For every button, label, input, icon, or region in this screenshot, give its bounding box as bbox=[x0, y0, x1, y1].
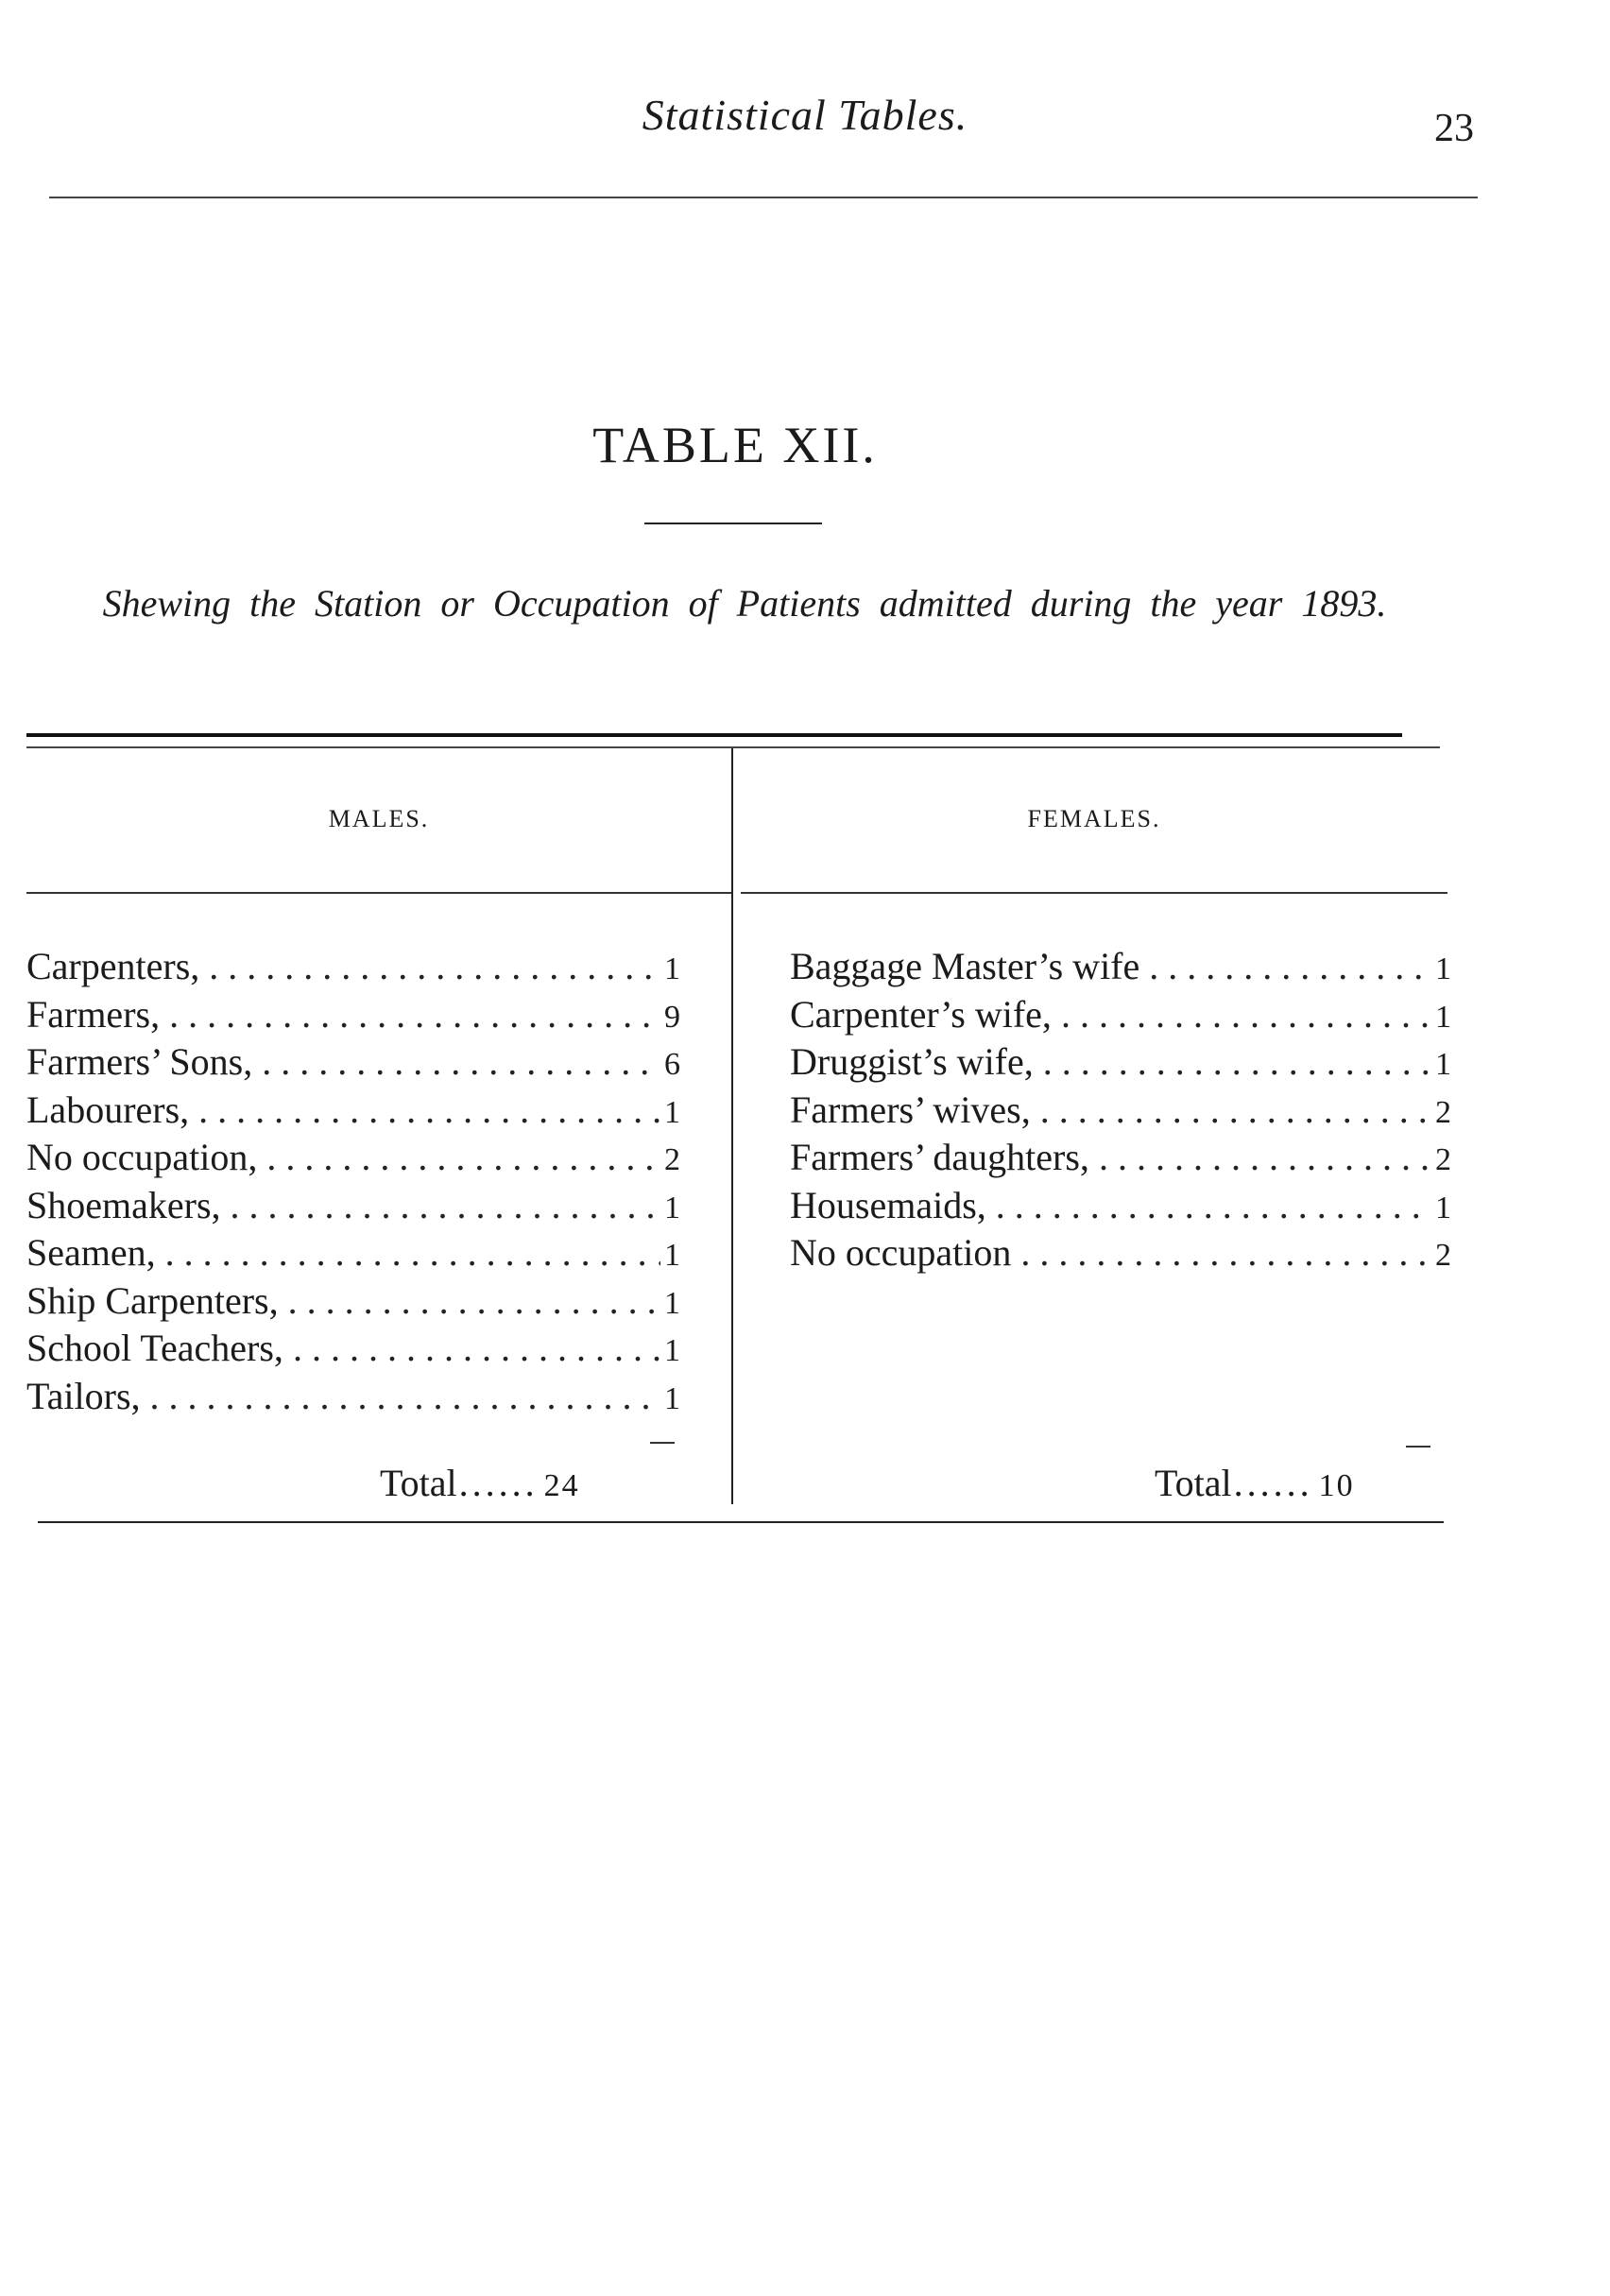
occupation-label: Carpenters, bbox=[26, 945, 200, 987]
table-row bbox=[26, 1373, 680, 1421]
occupation-count: 1 bbox=[1435, 951, 1451, 986]
table-top-rule-thick bbox=[26, 733, 1402, 737]
occupation-count: 1 bbox=[664, 1238, 680, 1273]
total-label: Total bbox=[380, 1462, 457, 1504]
dot-leader bbox=[266, 1134, 660, 1182]
dot-leader bbox=[209, 943, 660, 991]
occupation-count: 2 bbox=[1435, 1238, 1451, 1273]
dot-leader bbox=[288, 1277, 660, 1326]
dot-leader bbox=[169, 991, 660, 1039]
occupation-count: 1 bbox=[664, 1285, 680, 1321]
females-heading-rule bbox=[741, 892, 1447, 894]
occupation-count: 2 bbox=[1435, 1094, 1451, 1130]
males-heading-rule bbox=[26, 892, 731, 894]
table-row bbox=[26, 1229, 680, 1277]
table-title: TABLE XII. bbox=[592, 417, 878, 473]
table-row bbox=[26, 943, 680, 991]
occupation-label: Baggage Master’s wife bbox=[790, 945, 1140, 987]
occupation-label: Ship Carpenters, bbox=[26, 1278, 279, 1322]
occupation-label: No occupation bbox=[790, 1231, 1012, 1274]
dot-leader: ...... bbox=[1233, 1462, 1313, 1504]
title-rule bbox=[644, 523, 822, 524]
males-list bbox=[26, 943, 680, 1420]
dot-leader bbox=[231, 1182, 660, 1230]
table-row bbox=[790, 1182, 1451, 1230]
table-row bbox=[26, 1325, 680, 1373]
occupation-label: Carpenter’s wife, bbox=[790, 992, 1052, 1036]
table-row bbox=[790, 1038, 1451, 1087]
column-divider bbox=[731, 748, 733, 1504]
occupation-label: Seamen, bbox=[26, 1231, 156, 1274]
females-sum-rule bbox=[1406, 1446, 1430, 1448]
occupation-count: 1 bbox=[664, 1380, 680, 1416]
occupation-label: School Teachers, bbox=[26, 1327, 283, 1369]
dot-leader bbox=[293, 1325, 660, 1373]
table-row bbox=[790, 943, 1451, 991]
dot-leader bbox=[165, 1229, 660, 1277]
dot-leader bbox=[1099, 1134, 1431, 1182]
occupation-count: 1 bbox=[1435, 999, 1451, 1035]
males-heading: MALES. bbox=[328, 805, 430, 832]
occupation-count: 1 bbox=[664, 1094, 680, 1130]
occupation-label: Farmers’ wives, bbox=[790, 1088, 1031, 1131]
occupation-label: Labourers, bbox=[26, 1088, 190, 1131]
dot-leader bbox=[1149, 943, 1431, 991]
occupation-count: 1 bbox=[1435, 1047, 1451, 1082]
occupation-label: Housemaids, bbox=[790, 1183, 986, 1226]
dot-leader bbox=[1061, 991, 1431, 1039]
occupation-count: 2 bbox=[664, 1142, 680, 1177]
occupation-label: No occupation, bbox=[26, 1136, 258, 1178]
table-row bbox=[26, 1134, 680, 1182]
table-row bbox=[26, 1182, 680, 1230]
table-top-rule-thin bbox=[26, 746, 1440, 748]
males-total-row bbox=[380, 1461, 580, 1505]
table-row bbox=[26, 1038, 680, 1087]
header-rule bbox=[49, 197, 1478, 198]
table-row bbox=[26, 991, 680, 1039]
table-row bbox=[26, 1087, 680, 1135]
occupation-label: Druggist’s wife, bbox=[790, 1040, 1034, 1083]
occupation-label: Shoemakers, bbox=[26, 1183, 221, 1226]
occupation-count: 1 bbox=[664, 1190, 680, 1225]
table-row bbox=[790, 991, 1451, 1039]
dot-leader bbox=[198, 1087, 660, 1135]
occupation-label: Farmers, bbox=[26, 992, 161, 1036]
females-heading: FEMALES. bbox=[1027, 805, 1161, 832]
occupation-label: Farmers’ Sons, bbox=[26, 1040, 253, 1083]
occupation-count: 6 bbox=[664, 1047, 680, 1082]
dot-leader bbox=[1020, 1229, 1431, 1277]
dot-leader bbox=[996, 1182, 1431, 1230]
dot-leader bbox=[1040, 1087, 1431, 1135]
occupation-count: 9 bbox=[664, 999, 680, 1035]
males-total-value: 24 bbox=[543, 1468, 580, 1503]
occupation-label: Farmers’ daughters, bbox=[790, 1136, 1089, 1178]
dot-leader: ...... bbox=[458, 1462, 539, 1504]
table-row bbox=[790, 1229, 1451, 1277]
running-title: Statistical Tables. bbox=[642, 91, 968, 139]
occupation-count: 1 bbox=[1435, 1190, 1451, 1225]
occupation-label: Tailors, bbox=[26, 1374, 141, 1417]
males-sum-rule bbox=[650, 1442, 675, 1444]
table-row bbox=[26, 1277, 680, 1326]
occupation-count: 2 bbox=[1435, 1142, 1451, 1177]
occupation-count: 1 bbox=[664, 1333, 680, 1368]
occupation-count: 1 bbox=[664, 951, 680, 986]
dot-leader bbox=[262, 1038, 660, 1087]
total-label: Total bbox=[1155, 1462, 1232, 1504]
dot-leader bbox=[150, 1373, 660, 1421]
page-number: 23 bbox=[1434, 107, 1474, 150]
females-list bbox=[790, 943, 1451, 1277]
dot-leader bbox=[1043, 1038, 1431, 1087]
females-total-value: 10 bbox=[1318, 1468, 1355, 1503]
table-row bbox=[790, 1134, 1451, 1182]
table-caption: Shewing the Station or Occupation of Patients admitted during the year 1893. bbox=[102, 582, 1387, 625]
table-bottom-rule bbox=[38, 1521, 1444, 1523]
females-total-row bbox=[1155, 1461, 1355, 1505]
table-row bbox=[790, 1087, 1451, 1135]
